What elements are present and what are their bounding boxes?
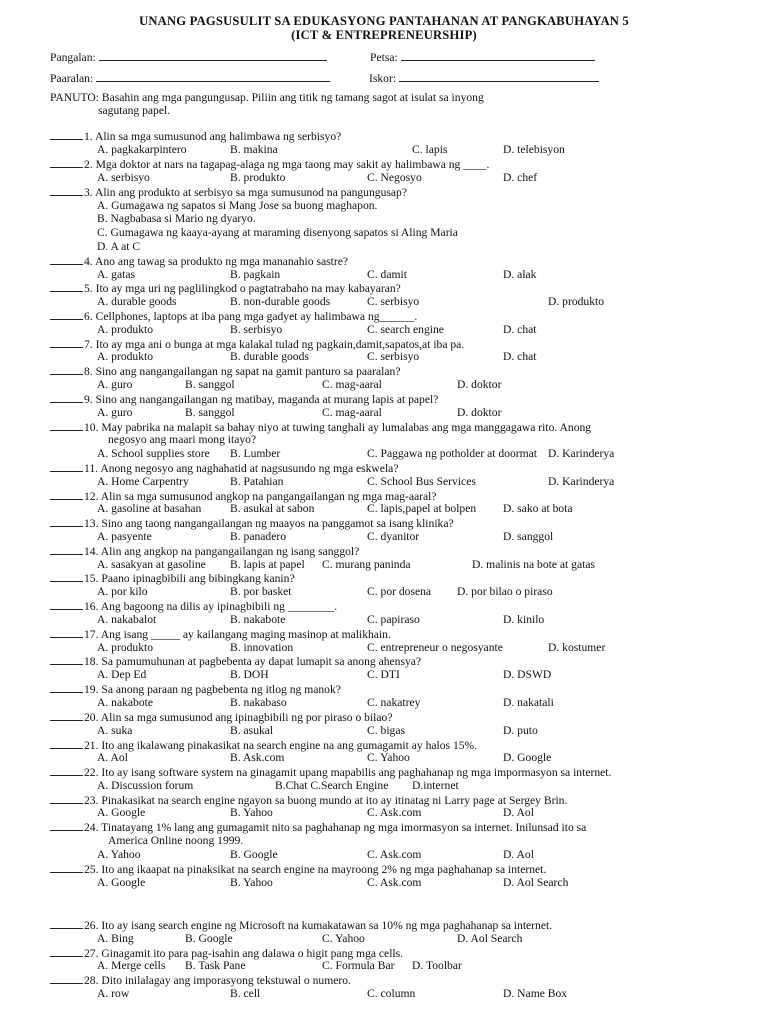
answer-option: B. DOH — [230, 668, 269, 681]
answer-blank[interactable] — [50, 392, 83, 403]
answer-option: D. sanggol — [503, 530, 554, 543]
answer-option: B. makina — [230, 143, 278, 156]
school-field[interactable] — [50, 71, 330, 85]
question-text: 16. Ang bagoong na dilis ay ipinagbibili ng ________. — [84, 600, 338, 613]
answer-blank[interactable] — [50, 461, 83, 472]
question-text: 13. Sino ang taong nangangailangan ng maayos na panggamot sa isang klinika? — [84, 517, 454, 530]
answer-option: D. Google — [503, 751, 552, 764]
answer-option: A. Merge cells — [97, 959, 166, 972]
question-text: 6. Cellphones, laptops at iba pang mga gadyet ay halimbawa ng______. — [84, 310, 418, 323]
score-label: Iskor: — [369, 72, 397, 85]
answer-blank[interactable] — [50, 254, 83, 265]
question-text: 23. Pinakasikat na search engine ngayon sa buong mundo at ito ay itinatag ni Larry page at Sergey Brin. — [84, 794, 568, 807]
answer-option: D. Toolbar — [412, 959, 462, 972]
answer-option: D. Name Box — [503, 987, 568, 1000]
question-text-continued: negosyo ang maari mong itayo? — [108, 433, 257, 446]
question-text: 19. Sa anong paraan ng pagbebenta ng itlog ng manok? — [84, 683, 341, 696]
answer-option: C. bigas — [367, 724, 406, 737]
question-text: 27. Ginagamit ito para pag-isahin ang dalawa o higit pang mga cells. — [84, 947, 404, 960]
question-22 — [50, 765, 611, 779]
answer-option: A. por kilo — [97, 585, 148, 598]
answer-blank[interactable] — [50, 309, 83, 320]
answer-option: C. School Bus Services — [367, 475, 476, 488]
answer-blank[interactable] — [50, 337, 83, 348]
question-17 — [50, 627, 391, 641]
answer-option: D. produkto — [548, 295, 605, 308]
question-16 — [50, 599, 337, 613]
answer-option: B. Patahian — [230, 475, 284, 488]
name-label: Pangalan: — [50, 51, 96, 64]
answer-option: C. Yahoo — [367, 751, 410, 764]
answer-option: B. Task Pane — [185, 959, 246, 972]
question-1 — [50, 129, 341, 143]
answer-option: D. DSWD — [503, 668, 552, 681]
answer-option: C. Paggawa ng potholder at doormat — [367, 447, 538, 460]
answer-option: A. pagkakarpintero — [97, 143, 187, 156]
name-field[interactable] — [50, 50, 327, 64]
question-27 — [50, 946, 403, 960]
answer-option: D. Aol Search — [457, 932, 523, 945]
answer-option: A. produkto — [97, 350, 154, 363]
question-24 — [50, 820, 586, 834]
answer-option: D. telebisyon — [503, 143, 565, 156]
question-26 — [50, 918, 552, 932]
answer-blank[interactable] — [50, 793, 83, 804]
answer-option: A. durable goods — [97, 295, 177, 308]
question-text: 7. Ito ay mga ani o bunga at mga kalakal tulad ng pagkain,damit,sapatos,at iba pa. — [84, 338, 465, 351]
answer-option: B. serbisyo — [230, 323, 283, 336]
date-field[interactable] — [370, 50, 595, 64]
answer-option: D. chat — [503, 350, 537, 363]
question-12 — [50, 489, 437, 503]
answer-blank[interactable] — [50, 682, 83, 693]
question-text: 14. Alin ang angkop na pangangailangan ng isang sanggol? — [84, 545, 360, 558]
question-8 — [50, 364, 400, 378]
answer-blank[interactable] — [50, 738, 83, 749]
question-text: 18. Sa pamumuhunan at pagbebenta ay dapat lumapit sa anong ahensya? — [84, 655, 422, 668]
question-text: 28. Dito inilalagay ang imporasyong tekstuwal o numero. — [84, 974, 351, 987]
date-blank[interactable] — [401, 50, 595, 61]
answer-option: C. Ask.com — [367, 806, 422, 819]
question-25 — [50, 862, 546, 876]
question-text: 3. Alin ang produkto at serbisyo sa mga sumusunod na pangungusap? — [84, 186, 407, 199]
answer-option: D. doktor — [457, 378, 502, 391]
question-text: 26. Ito ay isang search engine ng Microsoft na kumakatawan sa 10% ng mga paghahanap sa internet. — [84, 919, 553, 932]
answer-option: D. chat — [503, 323, 537, 336]
answer-option: D. Aol Search — [503, 876, 569, 889]
answer-option: C. murang paninda — [322, 558, 411, 571]
answer-blank[interactable] — [50, 420, 83, 431]
answer-blank[interactable] — [50, 627, 83, 638]
answer-option: C. DTI — [367, 668, 400, 681]
answer-option: A. row — [97, 987, 130, 1000]
answer-blank[interactable] — [50, 946, 83, 957]
instructions-line-2: sagutang papel. — [98, 104, 171, 117]
question-19 — [50, 682, 341, 696]
question-2 — [50, 157, 489, 171]
answer-option: B. non-durable goods — [230, 295, 331, 308]
answer-option: B. nakabaso — [230, 696, 287, 709]
answer-blank[interactable] — [50, 157, 83, 168]
answer-option: A. nakabalot — [97, 613, 157, 626]
question-text: 24. Tinatayang 1% lang ang gumagamit nito sa paghahanap ng mga imormasyon sa internet. Inilunsad ito sa — [84, 821, 587, 834]
question-text: 8. Sino ang nangangailangan ng sapat na gamit panturo sa paaralan? — [84, 365, 401, 378]
answer-option: A. nakabote — [97, 696, 154, 709]
question-9 — [50, 392, 438, 406]
score-field[interactable] — [369, 71, 599, 85]
question-23 — [50, 793, 567, 807]
question-text: 9. Sino ang nangangailangan ng matibay, maganda at murang lapis at papel? — [84, 393, 439, 406]
answer-option: B. innovation — [230, 641, 294, 654]
answer-option: A. Google — [97, 806, 146, 819]
answer-blank[interactable] — [50, 364, 83, 375]
answer-blank[interactable] — [50, 281, 83, 292]
answer-option: C. serbisyo — [367, 295, 420, 308]
answer-blank[interactable] — [50, 710, 83, 721]
answer-option: D. chef — [503, 171, 538, 184]
question-13 — [50, 516, 454, 530]
answer-blank[interactable] — [50, 765, 83, 776]
question-text: 20. Alin sa mga sumusunod ang ipinagbibili ng por piraso o bilao? — [84, 711, 393, 724]
question-text: 15. Paano ipinagbibili ang bibingkang kanin? — [84, 572, 295, 585]
answer-option: A. School supplies store — [97, 447, 210, 460]
answer-option: B. Yahoo — [230, 876, 273, 889]
answer-option: D. Aol — [503, 848, 534, 861]
answer-option: A. suka — [97, 724, 133, 737]
answer-blank[interactable] — [50, 862, 83, 873]
answer-option: C. lapis — [412, 143, 448, 156]
answer-option: C. Yahoo — [322, 932, 365, 945]
answer-blank[interactable] — [50, 654, 83, 665]
answer-option: A. Dep Ed — [97, 668, 147, 681]
answer-option: C. nakatrey — [367, 696, 421, 709]
answer-blank[interactable] — [50, 185, 83, 196]
answer-option: B. Nagbabasa si Mario ng dyaryo. — [97, 212, 256, 225]
answer-blank[interactable] — [50, 544, 83, 555]
question-5 — [50, 281, 401, 295]
answer-option: C. serbisyo — [367, 350, 420, 363]
answer-option: A. gasoline at basahan — [97, 502, 202, 515]
question-10 — [50, 420, 591, 434]
answer-option: A. Google — [97, 876, 146, 889]
answer-option: C. Gumagawa ng kaaya-ayang at maraming disenyong sapatos si Aling Maria — [97, 226, 458, 239]
answer-option: A. pasyente — [97, 530, 152, 543]
exam-subtitle: (ICT & ENTREPRENEURSHIP) — [291, 28, 477, 42]
answer-option: D. doktor — [457, 406, 502, 419]
question-18 — [50, 654, 421, 668]
answer-option: B. cell — [230, 987, 261, 1000]
question-6 — [50, 309, 417, 323]
question-text: 1. Alin sa mga sumusunod ang halimbawa ng serbisyo? — [84, 130, 342, 143]
answer-option: C. column — [367, 987, 416, 1000]
answer-option: B. Yahoo — [230, 806, 273, 819]
question-15 — [50, 571, 295, 585]
answer-option: D. nakatali — [503, 696, 554, 709]
answer-option: A. Home Carpentry — [97, 475, 189, 488]
answer-option: B. panadero — [230, 530, 287, 543]
answer-option: B. Ask.com — [230, 751, 285, 764]
question-text: 12. Alin sa mga sumusunod angkop na pangangailangan ng mga mag-aaral? — [84, 490, 437, 503]
question-3 — [50, 185, 407, 199]
answer-blank[interactable] — [50, 489, 83, 500]
answer-option: B. sanggol — [185, 378, 235, 391]
question-4 — [50, 254, 348, 268]
answer-option: C. Ask.com — [367, 876, 422, 889]
score-blank[interactable] — [399, 71, 599, 82]
answer-option: D. por bilao o piraso — [457, 585, 553, 598]
answer-option: C. lapis,papel at bolpen — [367, 502, 477, 515]
question-28 — [50, 973, 351, 987]
answer-option: A. guro — [97, 378, 133, 391]
answer-option: C. papiraso — [367, 613, 420, 626]
question-text: 17. Ang isang _____ ay kailangang maging masinop at malikhain. — [84, 628, 391, 641]
answer-option: C. mag-aaral — [322, 378, 382, 391]
answer-option: A. produkto — [97, 323, 154, 336]
answer-option: B. pagkain — [230, 268, 281, 281]
answer-option: B. asukal at sabon — [230, 502, 315, 515]
answer-option: B. nakabote — [230, 613, 286, 626]
question-7 — [50, 337, 464, 351]
answer-option: B. produkto — [230, 171, 286, 184]
question-14 — [50, 544, 359, 558]
answer-option: C. damit — [367, 268, 407, 281]
answer-option: C. Formula Bar — [322, 959, 395, 972]
answer-option: B.Chat C.Search Engine — [275, 779, 389, 792]
question-text: 4. Ano ang tawag sa produkto ng mga mananahio sastre? — [84, 255, 349, 268]
answer-option: A. serbisyo — [97, 171, 150, 184]
answer-option: D. puto — [503, 724, 538, 737]
name-blank[interactable] — [99, 50, 327, 61]
answer-option: B. Google — [185, 932, 233, 945]
answer-option: D. alak — [503, 268, 537, 281]
answer-option: A. Gumagawa ng sapatos si Mang Jose sa buong maghapon. — [97, 199, 378, 212]
answer-option: C. dyanitor — [367, 530, 420, 543]
answer-option: B. asukal — [230, 724, 274, 737]
exam-title: UNANG PAGSUSULIT SA EDUKASYONG PANTAHANAN AT PANGKABUHAYAN 5 — [139, 14, 629, 28]
question-21 — [50, 738, 477, 752]
answer-option: D. A at C — [97, 240, 141, 253]
answer-option: A. Discussion forum — [97, 779, 194, 792]
answer-option: B. sanggol — [185, 406, 235, 419]
answer-blank[interactable] — [50, 516, 83, 527]
answer-option: D.internet — [412, 779, 459, 792]
answer-option: C. Negosyo — [367, 171, 422, 184]
question-text: 21. Ito ang ikalawang pinakasikat na search engine na ang gumagamit ay halos 15%. — [84, 739, 478, 752]
answer-option: B. lapis at papel — [230, 558, 305, 571]
answer-option: B. durable goods — [230, 350, 309, 363]
answer-option: A. Bing — [97, 932, 134, 945]
answer-blank[interactable] — [50, 129, 83, 140]
answer-option: B. Lumber — [230, 447, 281, 460]
question-text: 25. Ito ang ikaapat na pinaksikat na search engine na mayroong 2% ng mga paghahanap sa internet. — [84, 863, 547, 876]
question-text: 22. Ito ay isang software system na ginagamit upang mapabilis ang paghahanap ng mga impormasyon sa internet. — [84, 766, 612, 779]
answer-option: C. por dosena — [367, 585, 432, 598]
answer-blank[interactable] — [50, 820, 83, 831]
question-text: 11. Anong negosyo ang naghahatid at nagsusundo ng mga eskwela? — [84, 462, 399, 475]
answer-option: A. Aol — [97, 751, 128, 764]
question-text: 5. Ito ay mga uri ng paglilingkod o pagtatrabaho na may kabayaran? — [84, 282, 401, 295]
answer-blank[interactable] — [50, 973, 83, 984]
school-label: Paaralan: — [50, 72, 94, 85]
answer-option: A. guro — [97, 406, 133, 419]
answer-option: C. search engine — [367, 323, 444, 336]
answer-option: A. produkto — [97, 641, 154, 654]
answer-option: B. Google — [230, 848, 278, 861]
answer-blank[interactable] — [50, 571, 83, 582]
school-blank[interactable] — [96, 71, 330, 82]
answer-option: C. mag-aaral — [322, 406, 382, 419]
date-label: Petsa: — [370, 51, 398, 64]
answer-option: D. Karinderya — [548, 447, 615, 460]
answer-option: C. Ask.com — [367, 848, 422, 861]
question-11 — [50, 461, 398, 475]
question-20 — [50, 710, 393, 724]
answer-option: D. malinis na bote at gatas — [472, 558, 595, 571]
answer-option: A. sasakyan at gasoline — [97, 558, 206, 571]
answer-option: D. Aol — [503, 806, 534, 819]
answer-blank[interactable] — [50, 599, 83, 610]
question-text-continued: America Online noong 1999. — [108, 834, 244, 847]
answer-option: A. Yahoo — [97, 848, 141, 861]
answer-option: D. Karinderya — [548, 475, 615, 488]
answer-blank[interactable] — [50, 918, 83, 929]
answer-option: B. por basket — [230, 585, 292, 598]
question-text: 2. Mga doktor at nars na tagapag-alaga ng mga taong may sakit ay halimbawa ng ____. — [84, 158, 490, 171]
answer-option: D. kinilo — [503, 613, 545, 626]
answer-option: C. entrepreneur o negosyante — [367, 641, 503, 654]
answer-option: D. sako at bota — [503, 502, 573, 515]
answer-option: D. kostumer — [548, 641, 606, 654]
answer-option: A. gatas — [97, 268, 135, 281]
question-text: 10. May pabrika na malapit sa bahay niyo at tuwing tanghali ay lumalabas ang mga manggagawa rito. Anong — [84, 421, 592, 434]
instructions-line-1: PANUTO: Basahin ang mga pangungusap. Piliin ang titik ng tamang sagot at isulat sa inyong — [50, 91, 484, 104]
